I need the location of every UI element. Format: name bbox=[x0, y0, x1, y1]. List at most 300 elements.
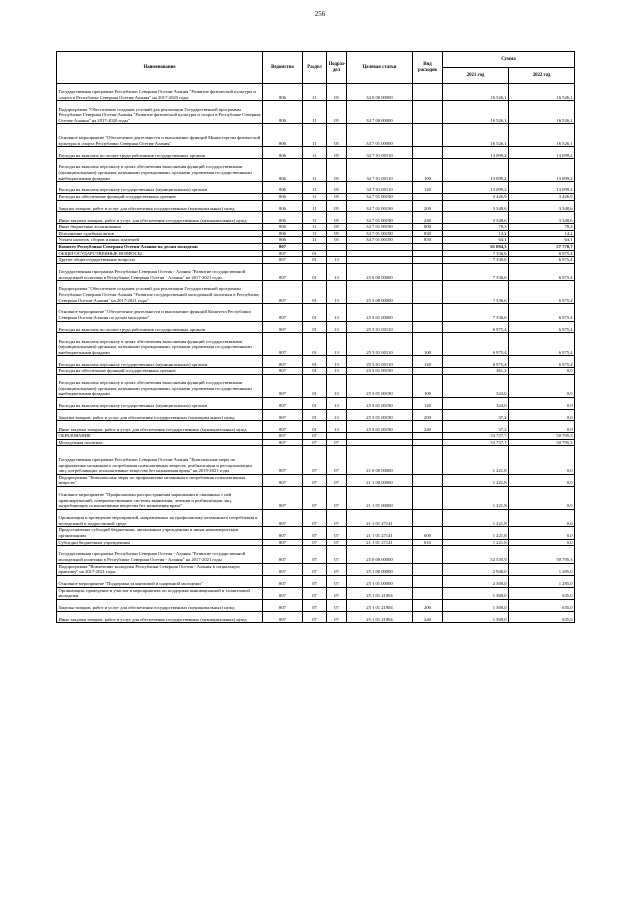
cell-sum-2021: 61 094,3 bbox=[443, 243, 509, 250]
cell-sum-2021: 7 336,6 bbox=[443, 263, 509, 280]
cell-sum-2021: 1 300,0 bbox=[443, 587, 509, 599]
cell-subsection: 13 bbox=[327, 421, 347, 433]
table-row bbox=[57, 487, 575, 510]
cell-sum-2021: 7 336,6 bbox=[443, 281, 509, 304]
cell-sum-2021: 2 946,0 bbox=[443, 563, 509, 575]
cell-section: 01 bbox=[303, 281, 327, 304]
cell-name: Основное мероприятие "Поддержка талантливой и одаренной молодежи" bbox=[57, 575, 263, 587]
table-row bbox=[57, 409, 575, 421]
cell-department: 807 bbox=[263, 304, 303, 321]
cell-name: Иные закупки товаров, работ и услуг для обеспечения государственных (муниципальных) нужд bbox=[57, 421, 263, 433]
cell-name: Государственная программа Республики Северная Осетия-Алания "Развитие физической культуры и спорта в Республике Северная Осетия-Алания" на 2017-2020 годы bbox=[57, 84, 263, 101]
cell-sum-2022: 1 285,0 bbox=[509, 575, 575, 587]
cell-section: 01 bbox=[303, 263, 327, 280]
cell-section: 07 bbox=[303, 563, 327, 575]
cell-section: 01 bbox=[303, 421, 327, 433]
cell-subsection: 05 bbox=[327, 193, 347, 200]
cell-name: Подпрограмма "Вовлечение молодежи Республики Северная Осетия - Алания в социальную практику" на 2017-2021 годы bbox=[57, 563, 263, 575]
cell-department: 807 bbox=[263, 321, 303, 333]
cell-sum-2021: 16 526,1 bbox=[443, 124, 509, 147]
header-section: Раздел bbox=[303, 52, 327, 84]
cell-department: 807 bbox=[263, 563, 303, 575]
cell-expense-type bbox=[413, 368, 443, 375]
cell-target-article: 34 7 01 00000 bbox=[347, 124, 413, 147]
cell-target-article: 25 1 01 00000 bbox=[347, 575, 413, 587]
cell-section: 11 bbox=[303, 237, 327, 244]
cell-section: 01 bbox=[303, 409, 327, 421]
table-row bbox=[57, 243, 575, 250]
cell-target-article: 25 3 01 00000 bbox=[347, 304, 413, 321]
cell-sum-2021: 16 526,1 bbox=[443, 101, 509, 124]
cell-sum-2022: 50 795,3 bbox=[509, 546, 575, 563]
table-row bbox=[57, 397, 575, 409]
cell-name: ОБЩЕГОСУДАРСТВЕННЫЕ ВОПРОСЫ bbox=[57, 250, 263, 257]
cell-target-article: 34 7 01 00190 bbox=[347, 224, 413, 231]
cell-subsection: 13 bbox=[327, 397, 347, 409]
cell-section: 07 bbox=[303, 510, 327, 527]
cell-sum-2021: 1 221,8 bbox=[443, 446, 509, 475]
cell-sum-2021: 1 221,8 bbox=[443, 539, 509, 546]
cell-department: 806 bbox=[263, 159, 303, 182]
cell-expense-type: 610 bbox=[413, 539, 443, 546]
cell-sum-2021: 1 221,8 bbox=[443, 487, 509, 510]
cell-department: 807 bbox=[263, 397, 303, 409]
table-row bbox=[57, 224, 575, 231]
cell-expense-type: 100 bbox=[413, 159, 443, 182]
cell-department: 806 bbox=[263, 84, 303, 101]
table-row bbox=[57, 368, 575, 375]
header-expense-type: Вид расходов bbox=[413, 52, 443, 84]
cell-sum-2022: 0,0 bbox=[509, 487, 575, 510]
table-row bbox=[57, 446, 575, 475]
cell-target-article: 21 1 01 00000 bbox=[347, 487, 413, 510]
cell-expense-type: 240 bbox=[413, 611, 443, 623]
cell-target-article: 21 1 00 00000 bbox=[347, 474, 413, 486]
cell-name: Закупка товаров, работ и услуг для обеспечения государственных (муниципальных) нужд bbox=[57, 200, 263, 212]
table-row bbox=[57, 263, 575, 280]
table-row bbox=[57, 101, 575, 124]
cell-sum-2022: 0,0 bbox=[509, 397, 575, 409]
cell-target-article: 25 0 00 00000 bbox=[347, 546, 413, 563]
table-row bbox=[57, 250, 575, 257]
cell-subsection: 07 bbox=[327, 527, 347, 539]
cell-subsection: 07 bbox=[327, 599, 347, 611]
cell-department: 807 bbox=[263, 409, 303, 421]
cell-sum-2021: 53 757,7 bbox=[443, 439, 509, 446]
cell-sum-2022: 13 099,2 bbox=[509, 147, 575, 159]
cell-expense-type bbox=[413, 546, 443, 563]
table-row bbox=[57, 563, 575, 575]
cell-department: 807 bbox=[263, 250, 303, 257]
cell-name: Основное мероприятие "Обеспечение деятельности и выполнение функций Министерства физической культуры и спорта Республики Северная Осетия-Алания" bbox=[57, 124, 263, 147]
cell-sum-2022: 6 975,4 bbox=[509, 356, 575, 368]
cell-sum-2022: 16 526,1 bbox=[509, 124, 575, 147]
cell-expense-type bbox=[413, 250, 443, 257]
cell-section: 01 bbox=[303, 321, 327, 333]
cell-section: 01 bbox=[303, 368, 327, 375]
cell-subsection: 07 bbox=[327, 539, 347, 546]
cell-name: Основное мероприятие "Обеспечение деятельности и выполнение функций Комитета Республики Северная Осетия-Алания по делам молодежи" bbox=[57, 304, 263, 321]
cell-sum-2022: 3 348,6 bbox=[509, 200, 575, 212]
cell-subsection: 05 bbox=[327, 212, 347, 224]
cell-subsection bbox=[327, 433, 347, 440]
cell-sum-2022: 3 426,9 bbox=[509, 193, 575, 200]
table-row bbox=[57, 147, 575, 159]
cell-expense-type bbox=[413, 124, 443, 147]
cell-department: 806 bbox=[263, 147, 303, 159]
cell-name: Организация и проведение мероприятий, направленных на профилактику незаконного потребления в молодежной и подростковой среде bbox=[57, 510, 263, 527]
cell-department: 807 bbox=[263, 474, 303, 486]
cell-sum-2021: 6 975,4 bbox=[443, 321, 509, 333]
cell-sum-2021: 37,2 bbox=[443, 421, 509, 433]
header-name: Наименование bbox=[57, 52, 263, 84]
cell-subsection bbox=[327, 250, 347, 257]
cell-section: 07 bbox=[303, 527, 327, 539]
cell-section: 01 bbox=[303, 333, 327, 356]
cell-subsection: 13 bbox=[327, 374, 347, 397]
table-row bbox=[57, 257, 575, 264]
cell-subsection: 05 bbox=[327, 84, 347, 101]
cell-expense-type bbox=[413, 563, 443, 575]
cell-department: 806 bbox=[263, 237, 303, 244]
cell-expense-type bbox=[413, 439, 443, 446]
table-row bbox=[57, 193, 575, 200]
table-row bbox=[57, 200, 575, 212]
cell-sum-2022: 6 975,4 bbox=[509, 281, 575, 304]
cell-sum-2021: 14,2 bbox=[443, 230, 509, 237]
table-row bbox=[57, 159, 575, 182]
table-row bbox=[57, 421, 575, 433]
cell-sum-2021: 7 336,6 bbox=[443, 250, 509, 257]
cell-sum-2022: 0,0 bbox=[509, 409, 575, 421]
cell-subsection: 05 bbox=[327, 147, 347, 159]
table-row bbox=[57, 611, 575, 623]
cell-sum-2022: 14,2 bbox=[509, 230, 575, 237]
cell-sum-2021: 64,1 bbox=[443, 237, 509, 244]
cell-expense-type: 120 bbox=[413, 356, 443, 368]
cell-section: 11 bbox=[303, 124, 327, 147]
cell-subsection: 07 bbox=[327, 474, 347, 486]
cell-sum-2021: 16 526,1 bbox=[443, 84, 509, 101]
cell-sum-2022: 635,0 bbox=[509, 599, 575, 611]
cell-target-article: 25 3 01 00190 bbox=[347, 374, 413, 397]
cell-name: ОБРАЗОВАНИЕ bbox=[57, 433, 263, 440]
table-row bbox=[57, 575, 575, 587]
cell-sum-2022: 50 795,3 bbox=[509, 439, 575, 446]
cell-department: 807 bbox=[263, 539, 303, 546]
cell-department: 806 bbox=[263, 182, 303, 194]
cell-expense-type bbox=[413, 84, 443, 101]
cell-subsection: 05 bbox=[327, 124, 347, 147]
cell-name: Подпрограмма "Обеспечение создания условий для реализации Государственной программы Республики Северная Осетия-Алания "Развитие государственной молодежной политики в Республике Северная Осетия-Алания" на 2017-2021 годы" bbox=[57, 281, 263, 304]
table-row bbox=[57, 237, 575, 244]
cell-expense-type bbox=[413, 281, 443, 304]
cell-sum-2022: 64,1 bbox=[509, 237, 575, 244]
header-year-2022: 2022 год bbox=[509, 68, 575, 84]
cell-section: 07 bbox=[303, 439, 327, 446]
cell-section: 11 bbox=[303, 147, 327, 159]
cell-target-article: 25 3 01 00110 bbox=[347, 356, 413, 368]
cell-subsection: 13 bbox=[327, 409, 347, 421]
cell-subsection: 05 bbox=[327, 182, 347, 194]
cell-expense-type: 120 bbox=[413, 397, 443, 409]
cell-expense-type: 200 bbox=[413, 200, 443, 212]
cell-subsection: 13 bbox=[327, 356, 347, 368]
cell-sum-2022: 6 975,4 bbox=[509, 250, 575, 257]
cell-subsection: 07 bbox=[327, 546, 347, 563]
cell-expense-type bbox=[413, 257, 443, 264]
cell-target-article bbox=[347, 257, 413, 264]
table-row bbox=[57, 182, 575, 194]
cell-department: 807 bbox=[263, 587, 303, 599]
table-row bbox=[57, 333, 575, 356]
cell-subsection: 05 bbox=[327, 230, 347, 237]
cell-subsection: 07 bbox=[327, 575, 347, 587]
cell-target-article: 25 1 01 21904 bbox=[347, 611, 413, 623]
cell-target-article: 21 1 01 27141 bbox=[347, 510, 413, 527]
cell-subsection bbox=[327, 243, 347, 250]
cell-subsection: 07 bbox=[327, 439, 347, 446]
cell-section: 07 bbox=[303, 487, 327, 510]
cell-sum-2021: 7 336,6 bbox=[443, 304, 509, 321]
cell-sum-2021: 52 535,9 bbox=[443, 546, 509, 563]
cell-name: Расходы на выплаты по оплате труда работников государственных органов bbox=[57, 147, 263, 159]
cell-department: 807 bbox=[263, 439, 303, 446]
cell-sum-2022: 0,0 bbox=[509, 474, 575, 486]
cell-name: Расходы на обеспечение функций государственных органов bbox=[57, 368, 263, 375]
cell-expense-type: 830 bbox=[413, 230, 443, 237]
cell-expense-type bbox=[413, 587, 443, 599]
cell-name: Расходы на выплаты персоналу в целях обеспечения выполнения функций государственными (муниципальными) органами, казенными учреждениями, органами управления государственными внебюджетными фондами bbox=[57, 333, 263, 356]
cell-expense-type bbox=[413, 304, 443, 321]
cell-sum-2022: 0,0 bbox=[509, 421, 575, 433]
cell-section: 11 bbox=[303, 224, 327, 231]
cell-sum-2021: 6 975,4 bbox=[443, 333, 509, 356]
cell-name: Закупка товаров, работ и услуг для обеспечения государственных (муниципальных) нужд bbox=[57, 599, 263, 611]
cell-expense-type: 850 bbox=[413, 237, 443, 244]
cell-section: 01 bbox=[303, 250, 327, 257]
cell-name: Исполнение судебных актов bbox=[57, 230, 263, 237]
cell-section: 07 bbox=[303, 474, 327, 486]
table-row bbox=[57, 539, 575, 546]
cell-department: 807 bbox=[263, 421, 303, 433]
cell-name: Подпрограмма "Комплексные меры по профилактике незаконного потребления психоактивных веществ" bbox=[57, 474, 263, 486]
cell-sum-2022: 0,0 bbox=[509, 446, 575, 475]
cell-name: Подпрограмма "Обеспечение создания условий для реализации Государственной программы Республики Северная Осетия-Алания "Развитие физической культуры и спорта в Республике Северная Осетия-Алания" на 2017-2020 годы" bbox=[57, 101, 263, 124]
cell-target-article: 25 3 00 00000 bbox=[347, 281, 413, 304]
cell-name: Комитет Республики Северная Осетия-Алания по делам молодежи bbox=[57, 243, 263, 250]
cell-sum-2022: 6 975,4 bbox=[509, 263, 575, 280]
cell-target-article: 34 7 01 00190 bbox=[347, 200, 413, 212]
cell-department: 807 bbox=[263, 510, 303, 527]
cell-sum-2022: 50 795,3 bbox=[509, 433, 575, 440]
cell-section: 11 bbox=[303, 230, 327, 237]
cell-sum-2022: 6 975,4 bbox=[509, 333, 575, 356]
cell-name: Основное мероприятие "Профилактика распространения наркомании и связанных с ней правонарушений; совершенствование системы выявления, лечения и реабилитации лиц, потребляющих психоактивные вещества без назначения врача" bbox=[57, 487, 263, 510]
cell-section: 07 bbox=[303, 587, 327, 599]
cell-section: 11 bbox=[303, 200, 327, 212]
table-row bbox=[57, 599, 575, 611]
cell-sum-2021: 3 348,6 bbox=[443, 200, 509, 212]
cell-target-article: 25 3 01 00190 bbox=[347, 421, 413, 433]
cell-section: 01 bbox=[303, 397, 327, 409]
cell-sum-2021: 3 348,6 bbox=[443, 212, 509, 224]
cell-expense-type bbox=[413, 487, 443, 510]
cell-department: 807 bbox=[263, 263, 303, 280]
cell-department: 807 bbox=[263, 487, 303, 510]
table-row bbox=[57, 212, 575, 224]
cell-name: Иные закупки товаров, работ и услуг для обеспечения государственных (муниципальных) нужд bbox=[57, 212, 263, 224]
cell-sum-2021: 53 757,7 bbox=[443, 433, 509, 440]
table-row bbox=[57, 124, 575, 147]
cell-subsection: 05 bbox=[327, 159, 347, 182]
cell-sum-2021: 2 300,0 bbox=[443, 575, 509, 587]
cell-target-article bbox=[347, 243, 413, 250]
cell-sum-2021: 324,0 bbox=[443, 397, 509, 409]
cell-subsection: 05 bbox=[327, 101, 347, 124]
cell-target-article: 34 7 01 00110 bbox=[347, 159, 413, 182]
table-row bbox=[57, 433, 575, 440]
cell-name: Расходы на обеспечение функций государственных органов bbox=[57, 193, 263, 200]
cell-sum-2021: 13 099,2 bbox=[443, 182, 509, 194]
cell-department: 806 bbox=[263, 224, 303, 231]
cell-name: Предоставление субсидий бюджетным, автономным учреждениям и иным некоммерческим организациям bbox=[57, 527, 263, 539]
page-number: 256 bbox=[314, 10, 326, 18]
cell-sum-2022: 0,0 bbox=[509, 510, 575, 527]
cell-target-article: 34 7 01 00190 bbox=[347, 230, 413, 237]
cell-sum-2021: 6 975,4 bbox=[443, 356, 509, 368]
cell-sum-2021: 324,0 bbox=[443, 374, 509, 397]
cell-sum-2022: 635,0 bbox=[509, 587, 575, 599]
table-row bbox=[57, 439, 575, 446]
cell-target-article: 34 7 01 00110 bbox=[347, 182, 413, 194]
cell-sum-2022: 13 099,2 bbox=[509, 159, 575, 182]
cell-department: 807 bbox=[263, 281, 303, 304]
cell-section: 01 bbox=[303, 356, 327, 368]
cell-target-article: 34 7 01 00110 bbox=[347, 147, 413, 159]
cell-subsection: 07 bbox=[327, 487, 347, 510]
cell-sum-2022: 16 526,1 bbox=[509, 84, 575, 101]
cell-subsection: 13 bbox=[327, 257, 347, 264]
cell-subsection: 13 bbox=[327, 263, 347, 280]
cell-department: 807 bbox=[263, 433, 303, 440]
cell-target-article bbox=[347, 250, 413, 257]
cell-expense-type: 100 bbox=[413, 374, 443, 397]
table-row bbox=[57, 546, 575, 563]
cell-section: 01 bbox=[303, 257, 327, 264]
cell-department: 806 bbox=[263, 200, 303, 212]
cell-target-article: 34 7 00 00000 bbox=[347, 101, 413, 124]
cell-name: Расходы на выплаты персоналу в целях обеспечения выполнения функций государственными (муниципальными) органами, казенными учреждениями, органами управления государственными внебюджетными фондами bbox=[57, 159, 263, 182]
cell-section bbox=[303, 243, 327, 250]
cell-department: 806 bbox=[263, 101, 303, 124]
cell-sum-2022: 635,0 bbox=[509, 611, 575, 623]
cell-department: 807 bbox=[263, 546, 303, 563]
cell-sum-2022: 16 526,1 bbox=[509, 101, 575, 124]
table-row bbox=[57, 474, 575, 486]
cell-department: 807 bbox=[263, 374, 303, 397]
table-row bbox=[57, 374, 575, 397]
cell-name: Государственная программа Республики Северная Осетия-Алания "Комплексные меры по профилактике незаконного потребления психоактивных веществ, реабилитации и ресоциализации лиц, потребляющих психоактивные вещества без назначения врача" на 2019-2021 годы bbox=[57, 446, 263, 475]
cell-department: 807 bbox=[263, 368, 303, 375]
cell-subsection: 07 bbox=[327, 510, 347, 527]
cell-name: Закупка товаров, работ и услуг для обеспечения государственных (муниципальных) нужд bbox=[57, 409, 263, 421]
cell-name: Расходы на выплаты персоналу в целях обеспечения выполнения функций государственными (муниципальными) органами, казенными учреждениями, органами управления государственными внебюджетными фондами bbox=[57, 374, 263, 397]
cell-expense-type: 240 bbox=[413, 212, 443, 224]
cell-department: 807 bbox=[263, 333, 303, 356]
cell-sum-2022: 6 975,4 bbox=[509, 321, 575, 333]
cell-subsection: 07 bbox=[327, 587, 347, 599]
cell-subsection: 05 bbox=[327, 237, 347, 244]
cell-expense-type: 240 bbox=[413, 421, 443, 433]
cell-subsection: 07 bbox=[327, 446, 347, 475]
cell-department: 807 bbox=[263, 611, 303, 623]
cell-subsection: 13 bbox=[327, 281, 347, 304]
cell-section: 11 bbox=[303, 182, 327, 194]
cell-target-article: 25 1 01 21904 bbox=[347, 599, 413, 611]
cell-target-article: 25 0 00 00000 bbox=[347, 263, 413, 280]
cell-section: 11 bbox=[303, 84, 327, 101]
table-row bbox=[57, 510, 575, 527]
budget-table bbox=[56, 51, 575, 623]
cell-name: Расходы на выплаты персоналу государственных (муниципальных) органов bbox=[57, 356, 263, 368]
table-row bbox=[57, 281, 575, 304]
cell-section: 11 bbox=[303, 212, 327, 224]
header-target-article: Целевая статья bbox=[347, 52, 413, 84]
cell-target-article: 21 1 01 27141 bbox=[347, 527, 413, 539]
cell-department: 806 bbox=[263, 230, 303, 237]
cell-sum-2021: 1 300,0 bbox=[443, 599, 509, 611]
table-body bbox=[57, 84, 575, 623]
cell-subsection: 13 bbox=[327, 304, 347, 321]
cell-name: Другие общегосударственные вопросы bbox=[57, 257, 263, 264]
cell-expense-type: 800 bbox=[413, 224, 443, 231]
cell-section: 11 bbox=[303, 159, 327, 182]
cell-section: 07 bbox=[303, 433, 327, 440]
cell-section: 07 bbox=[303, 611, 327, 623]
cell-name: Организация, проведение и участие в мероприятиях по поддержке инновационной и талантливой молодежи bbox=[57, 587, 263, 599]
cell-expense-type: 600 bbox=[413, 527, 443, 539]
cell-target-article: 21 1 01 27141 bbox=[347, 539, 413, 546]
cell-department: 807 bbox=[263, 527, 303, 539]
cell-target-article: 25 3 01 00190 bbox=[347, 397, 413, 409]
cell-target-article: 34 0 00 00000 bbox=[347, 84, 413, 101]
cell-subsection: 05 bbox=[327, 224, 347, 231]
cell-target-article bbox=[347, 439, 413, 446]
cell-department: 806 bbox=[263, 193, 303, 200]
cell-expense-type bbox=[413, 243, 443, 250]
table-row bbox=[57, 321, 575, 333]
cell-target-article: 34 7 01 00190 bbox=[347, 237, 413, 244]
cell-expense-type bbox=[413, 575, 443, 587]
cell-department: 806 bbox=[263, 212, 303, 224]
cell-sum-2022: 0,0 bbox=[509, 368, 575, 375]
cell-subsection: 13 bbox=[327, 368, 347, 375]
cell-subsection: 07 bbox=[327, 611, 347, 623]
cell-sum-2021: 13 099,2 bbox=[443, 147, 509, 159]
cell-target-article: 21 0 00 00000 bbox=[347, 446, 413, 475]
cell-department: 807 bbox=[263, 356, 303, 368]
cell-target-article: 25 3 01 00110 bbox=[347, 321, 413, 333]
cell-name: Иные бюджетные ассигнования bbox=[57, 224, 263, 231]
cell-sum-2021: 78,3 bbox=[443, 224, 509, 231]
cell-sum-2022: 0,0 bbox=[509, 527, 575, 539]
cell-expense-type bbox=[413, 446, 443, 475]
cell-section: 01 bbox=[303, 304, 327, 321]
cell-name: Иные закупки товаров, работ и услуг для обеспечения государственных (муниципальных) нужд bbox=[57, 611, 263, 623]
cell-sum-2022: 6 975,4 bbox=[509, 304, 575, 321]
cell-expense-type bbox=[413, 474, 443, 486]
